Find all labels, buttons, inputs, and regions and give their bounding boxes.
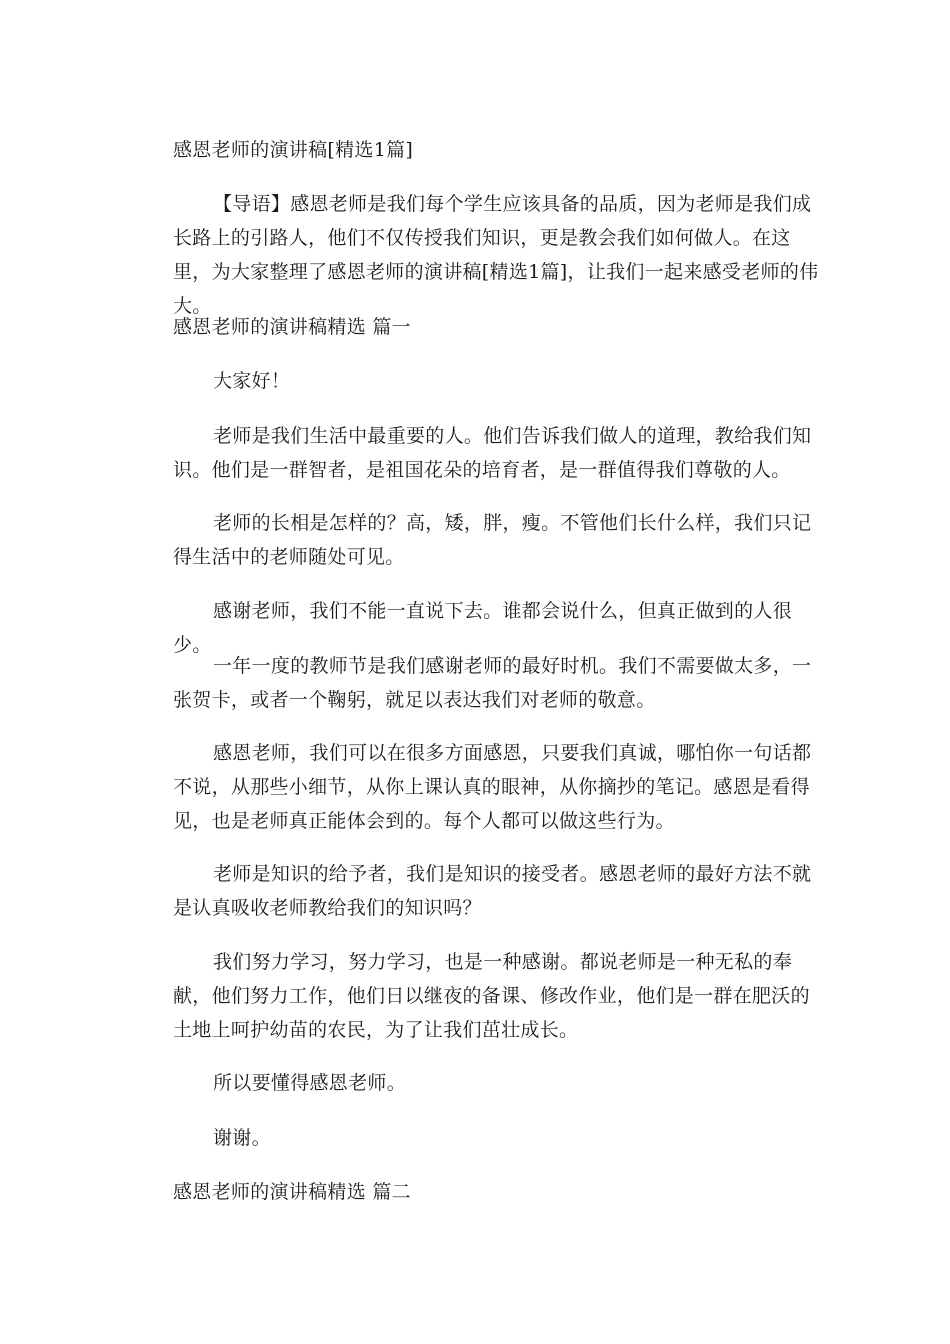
intro-lead: 【导语】	[213, 193, 291, 215]
body-paragraph-2: 老师的长相是怎样的？高，矮，胖，瘦。不管他们长什么样，我们只记得生活中的老师随处可见。	[173, 512, 812, 568]
body-paragraph-1: 老师是我们生活中最重要的人。他们告诉我们做人的道理，教给我们知识。他们是一群智者，是祖国花朵的培育者，是一群值得我们尊敬的人。	[173, 425, 812, 481]
body-paragraph-9: 谢谢。	[213, 1127, 271, 1149]
body-paragraph-6: 老师是知识的给予者，我们是知识的接受者。感恩老师的最好方法不就是认真吸收老师教给我们的知识吗？	[173, 863, 812, 919]
section-heading-2: 感恩老师的演讲稿精选 篇二	[173, 1181, 411, 1203]
greeting: 大家好！	[213, 370, 291, 392]
body-paragraph-4: 一年一度的教师节是我们感谢老师的最好时机。我们不需要做太多，一张贺卡，或者一个鞠躬，就足以表达我们对老师的敬意。	[173, 655, 812, 711]
document-title: 感恩老师的演讲稿[精选1篇]	[173, 139, 414, 161]
intro-paragraph	[173, 187, 823, 323]
section-heading-1: 感恩老师的演讲稿精选 篇一	[173, 316, 411, 338]
body-paragraph-8: 所以要懂得感恩老师。	[213, 1072, 407, 1094]
body-paragraph-7: 我们努力学习，努力学习，也是一种感谢。都说老师是一种无私的奉献，他们努力工作，他们日以继夜的备课、修改作业，他们是一群在肥沃的土地上呵护幼苗的农民，为了让我们茁壮成长。	[173, 951, 810, 1041]
body-paragraph-5: 感恩老师，我们可以在很多方面感恩，只要我们真诚，哪怕你一句话都不说，从那些小细节，从你上课认真的眼神，从你摘抄的笔记。感恩是看得见，也是老师真正能体会到的。每个人都可以做这些行为。	[173, 742, 812, 832]
intro-text: 感恩老师是我们每个学生应该具备的品质，因为老师是我们成长路上的引路人，他们不仅传授我们知识，更是教会我们如何做人。在这里，为大家整理了感恩老师的演讲稿[精选1篇]，让我们一起来感受老师的伟大。	[173, 193, 819, 317]
body-paragraph-3: 感谢老师，我们不能一直说下去。谁都会说什么，但真正做到的人很少。	[173, 600, 793, 656]
